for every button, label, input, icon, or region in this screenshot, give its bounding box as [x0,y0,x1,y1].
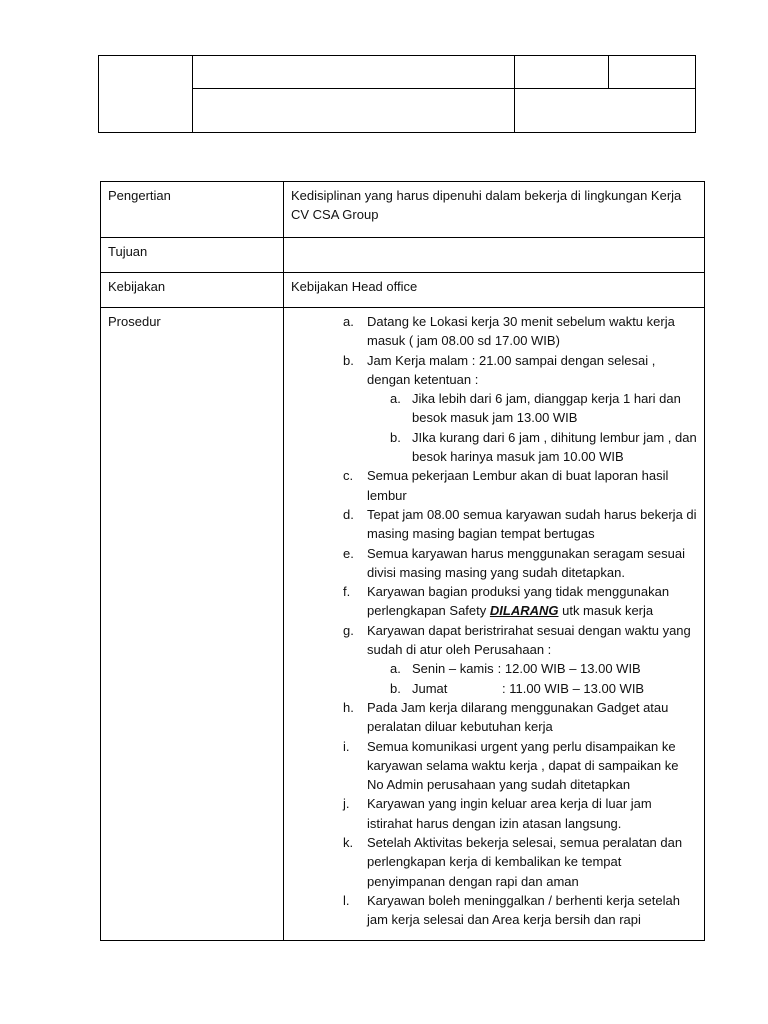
header-logo-cell [99,56,193,133]
header-doc-no-label-cell [515,56,609,89]
sub-list-item [390,679,698,698]
row-label: Pengertian [101,182,284,238]
schedule-time: : 11.00 WIB – 13.00 WIB [502,680,645,696]
sub-list [367,659,698,698]
row-kebijakan [101,273,705,308]
list-marker: a. [343,314,354,329]
list-item [343,833,698,891]
list-marker: h. [343,699,354,715]
sop-table [100,181,705,941]
list-marker: f. [343,584,351,600]
row-value: Kedisiplinan yang harus dipenuhi dalam bekerja di lingkungan Kerja CV CSA Group [284,182,705,238]
list-item [343,891,698,930]
row-label: Tujuan [101,238,284,273]
row-prosedur [101,308,705,941]
row-tujuan [101,238,705,273]
list-marker: a. [390,661,401,677]
header-title-cell [193,56,515,89]
list-item-text: Karyawan boleh meninggalkan / berhenti kerja setelah jam kerja selesai dan Area kerja bersih dan rapi [367,892,680,928]
schedule-day: Jumat [412,680,448,696]
list-item [343,621,698,698]
row-value: Kebijakan Head office [284,273,705,308]
emphasis-text: DILARANG [489,603,559,619]
list-marker: l. [343,892,350,908]
list-item [343,312,698,351]
header-info-cell [515,89,696,133]
list-marker: a. [390,391,401,407]
list-item-text: Jam Kerja malam : 21.00 sampai dengan selesai , dengan ketentuan : [367,352,656,387]
list-marker: b. [390,680,401,696]
list-item-text: Semua karyawan harus menggunakan seragam sesuai divisi masing masing yang sudah ditetapkan. [367,545,685,580]
list-item-text: Karyawan yang ingin keluar area kerja di luar jam istirahat harus dengan izin atasan langsung. [367,796,652,831]
list-item [343,737,698,795]
list-item-text: Jika lebih dari 6 jam, dianggap kerja 1 hari dan besok masuk jam 13.00 WIB [412,391,681,426]
list-item [343,505,698,544]
row-value [284,308,705,941]
list-item-text: Datang ke Lokasi kerja 30 menit sebelum waktu kerja masuk ( jam 08.00 sd 17.00 WIB) [367,314,675,349]
list-item-text: JIka kurang dari 6 jam , dihitung lembur jam , dan besok harinya masuk jam 10.00 WIB [412,429,697,465]
sub-list-item [390,428,698,467]
list-item [343,544,698,583]
row-label: Prosedur [101,308,284,941]
row-pengertian [101,182,705,238]
header-subtitle-cell [193,89,515,133]
list-marker: d. [343,506,354,522]
list-item-text: Pada Jam kerja dilarang menggunakan Gadget atau peralatan diluar kebutuhan kerja [367,699,669,735]
list-item [343,582,698,621]
list-item-text: Setelah Aktivitas bekerja selesai, semua peralatan dan perlengkapan kerja di kembalikan ke tempat penyimpanan dengan rapi dan aman [367,835,683,889]
list-marker: g. [343,622,354,638]
list-marker: b. [343,352,354,368]
list-item [343,466,698,505]
schedule-day: Senin – kamis [412,661,494,677]
sub-list [367,389,698,466]
list-item-text: utk masuk kerja [558,603,654,619]
list-item-text: Semua komunikasi urgent yang perlu disampaikan ke karyawan selama waktu kerja , dapat di sampaikan ke No Admin perusahaan yang sudah ditetapkan [367,738,679,793]
document-header-table [98,55,696,133]
list-item-text: Karyawan dapat beristrirahat sesuai dengan waktu yang sudah di atur oleh Perusahaan : [367,622,691,658]
list-item [343,351,698,467]
list-marker: k. [343,835,354,851]
list-marker: e. [343,545,354,561]
procedure-list [291,312,698,930]
sub-list-item [390,389,698,428]
list-item-text: Semua pekerjaan Lembur akan di buat laporan hasil lembur [367,468,669,503]
list-marker: j. [343,796,350,812]
list-marker: c. [343,468,354,484]
list-item-text: Tepat jam 08.00 semua karyawan sudah harus bekerja di masing masing bagian tempat bertugas [367,506,697,542]
row-label: Kebijakan [101,273,284,308]
list-marker: b. [390,429,401,445]
list-marker: i. [343,738,350,754]
list-item-text: Karyawan bagian produksi yang tidak menggunakan perlengkapan Safety [367,584,670,619]
list-item [343,794,698,833]
header-doc-no-value-cell [609,56,696,89]
schedule-time: : 12.00 WIB – 13.00 WIB [497,661,641,677]
list-item [343,698,698,737]
sub-list-item [390,659,698,678]
row-value [284,238,705,273]
